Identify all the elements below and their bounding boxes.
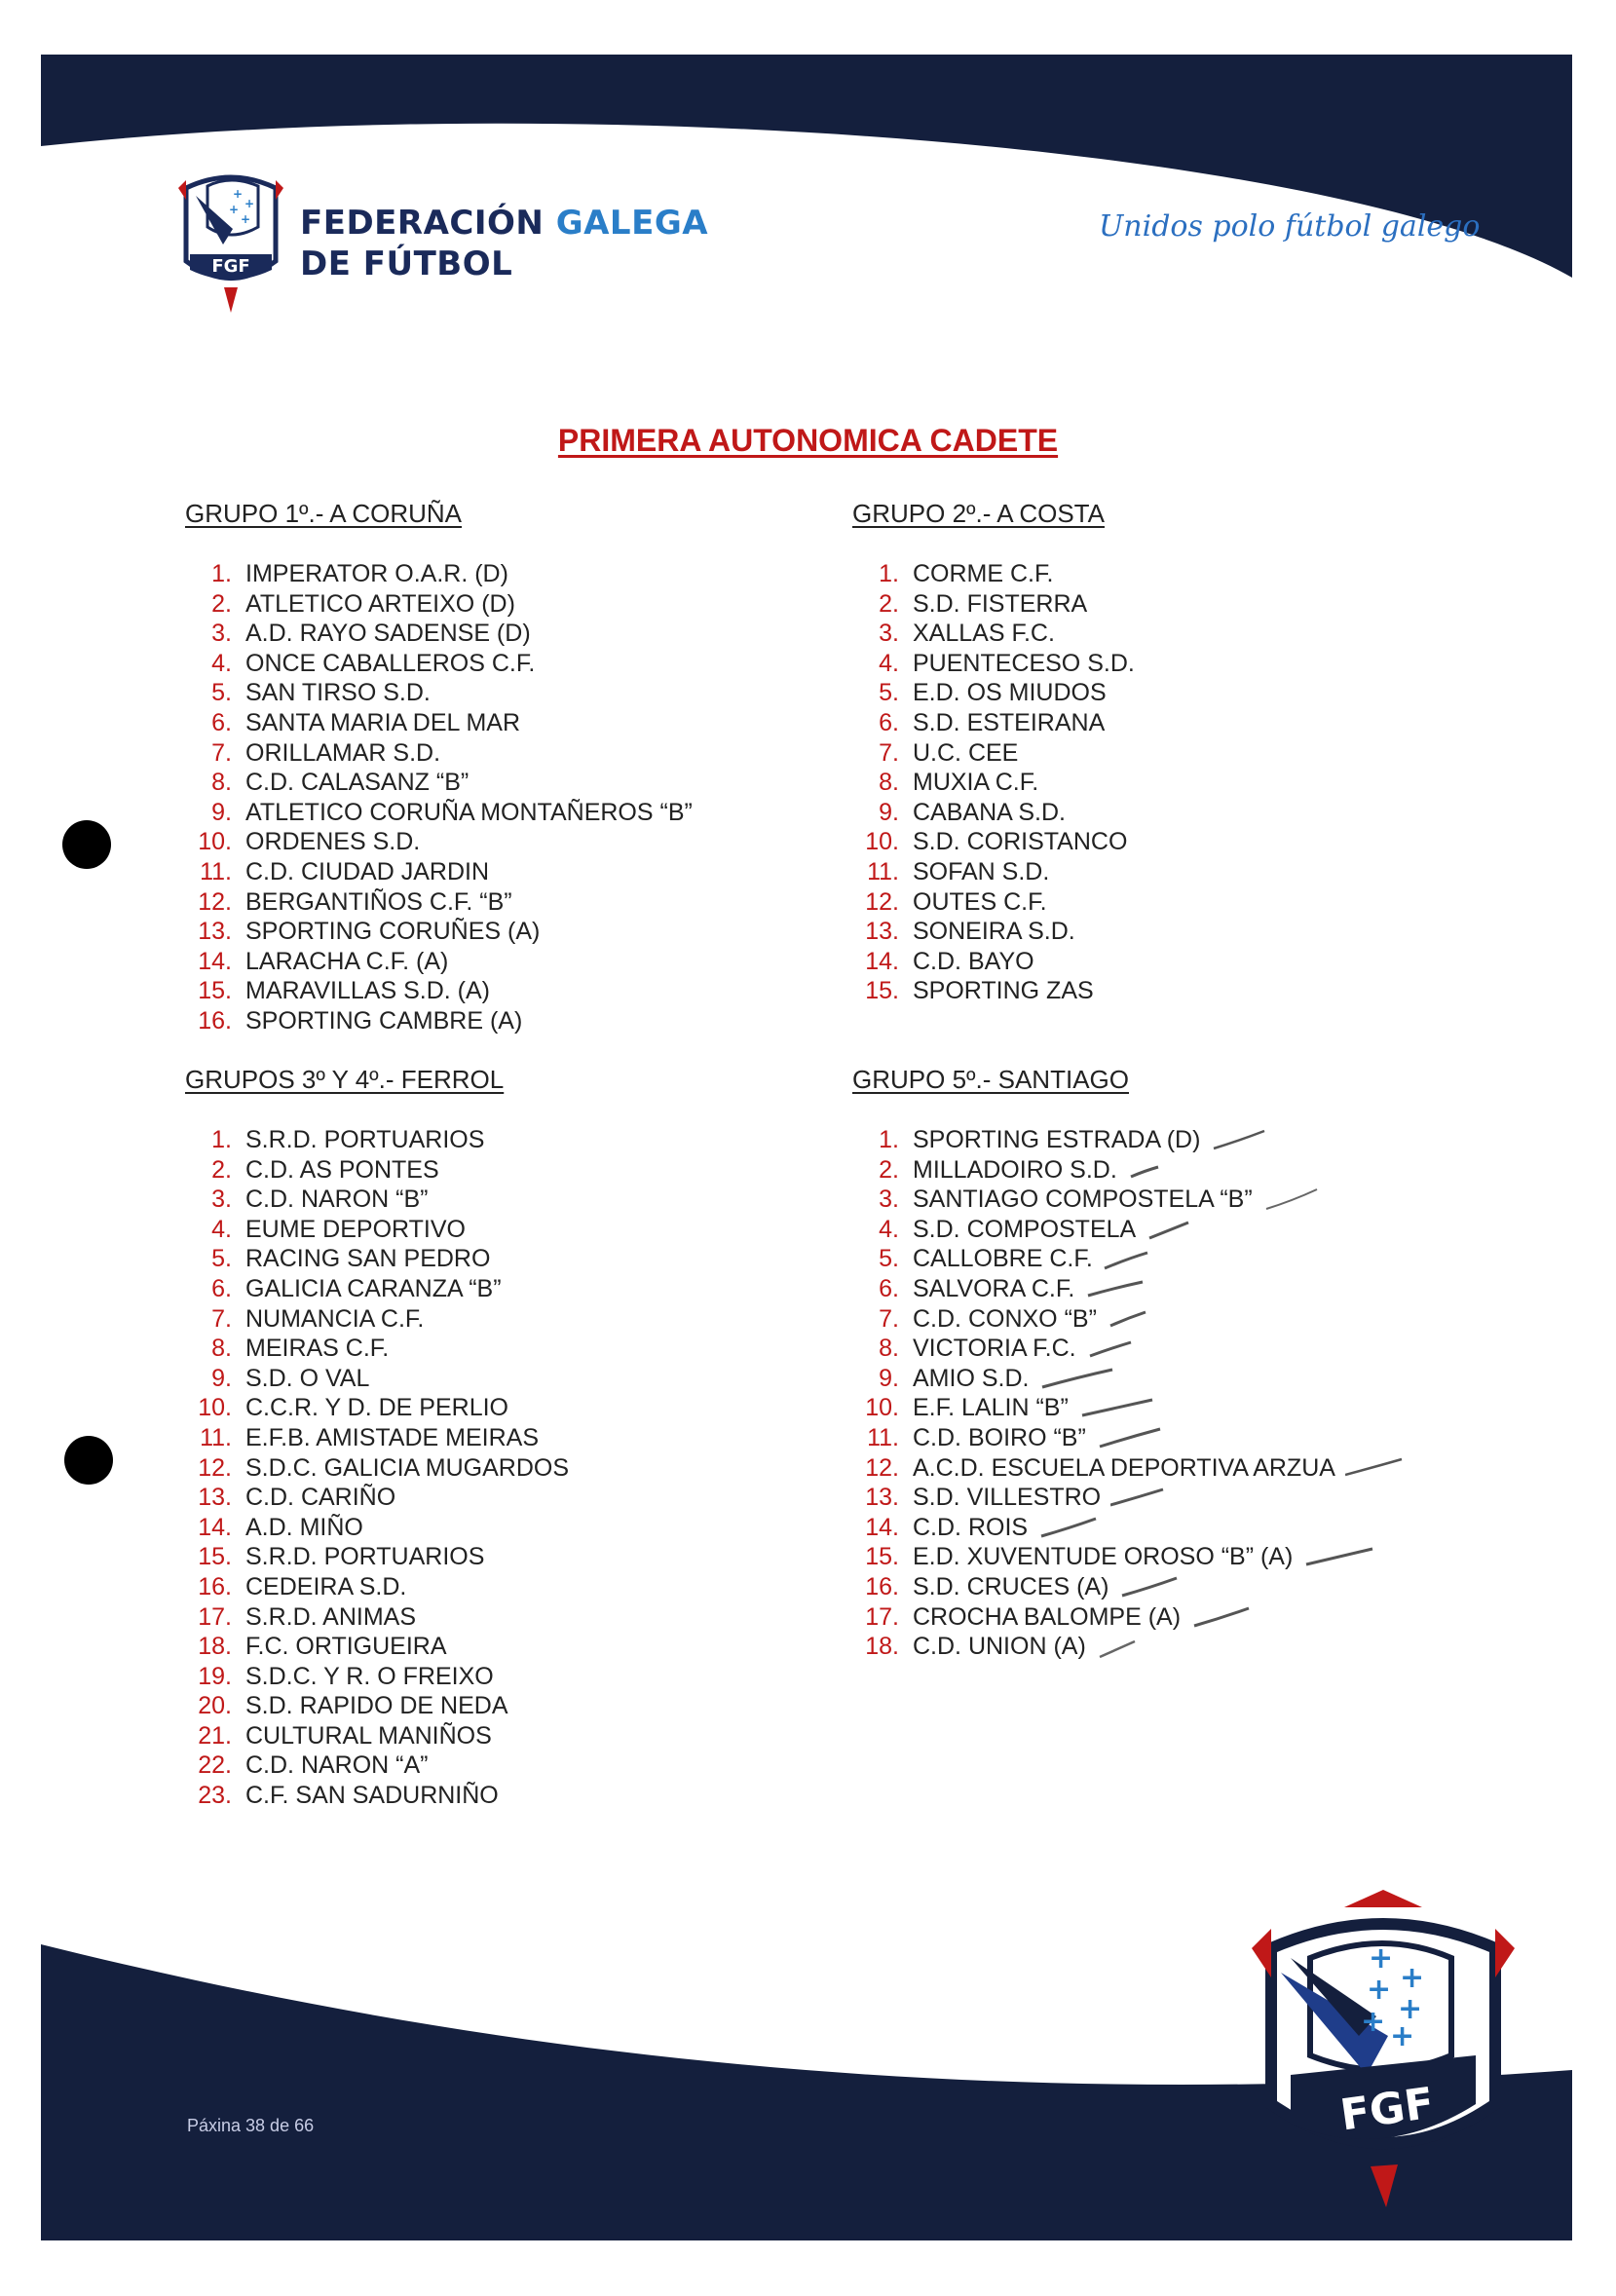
list-item: 13. C.D. CARIÑO [198, 1484, 396, 1512]
pen-check-icon [1078, 1398, 1156, 1421]
group-1-list [187, 559, 693, 1036]
list-item: 16. SPORTING CAMBRE (A) [198, 1006, 523, 1035]
list-item: 22. C.D. NARON “A” [198, 1751, 429, 1780]
list-item: 14. A.D. MIÑO [198, 1513, 363, 1541]
list-item: 9. CABANA S.D. [879, 798, 1066, 826]
svg-text:+: + [1367, 1973, 1392, 2007]
group-3-4-title: GRUPOS 3º Y 4º.- FERROL [185, 1065, 505, 1094]
list-item: 15. MARAVILLAS S.D. (A) [198, 977, 490, 1005]
list-item: 7. U.C. CEE [879, 738, 1019, 767]
list-item: 5. E.D. OS MIUDOS [879, 679, 1107, 707]
list-item: 11. E.F.B. AMISTADE MEIRAS [200, 1423, 539, 1451]
logo-text-large: FGF [1336, 2078, 1438, 2141]
list-item: 1. SPORTING ESTRADA (D) [854, 1125, 1404, 1155]
list-item: 15. S.R.D. PORTUARIOS [198, 1543, 485, 1571]
list-item: 4. PUENTECESO S.D. [879, 649, 1135, 677]
list-item: 11. C.D. CIUDAD JARDIN [200, 857, 490, 885]
brand-line1-b: GALEGA [555, 204, 709, 243]
list-item: 18. C.D. UNION (A) [854, 1632, 1404, 1662]
svg-text:+: + [229, 203, 240, 216]
list-item: 10. ORDENES S.D. [198, 828, 421, 856]
list-item: 19. S.D.C. Y R. O FREIXO [198, 1662, 494, 1690]
group-3-4-list [187, 1125, 569, 1811]
list-item: 6. GALICIA CARANZA “B” [211, 1274, 502, 1302]
list-item: 14. LARACHA C.F. (A) [198, 947, 449, 975]
pen-check-icon [1038, 1368, 1116, 1391]
list-item: 2. S.D. FISTERRA [879, 589, 1088, 618]
list-item: 3. C.D. NARON “B” [211, 1186, 429, 1214]
pen-check-icon [1086, 1338, 1135, 1362]
group-5-list [854, 1125, 1404, 1662]
punch-hole-top [62, 820, 111, 869]
list-item: 8. C.D. CALASANZ “B” [211, 769, 470, 797]
pen-check-icon [1103, 1249, 1151, 1272]
group-2-title: GRUPO 2º.- A COSTA [852, 499, 1105, 528]
list-item: 8. MUXIA C.F. [879, 769, 1039, 797]
pen-check-icon [1190, 1606, 1253, 1630]
pen-check-icon [1118, 1576, 1181, 1600]
list-item: 3. A.D. RAYO SADENSE (D) [211, 620, 531, 648]
pen-check-icon [1210, 1129, 1268, 1152]
group-1-title: GRUPO 1º.- A CORUÑA [185, 499, 462, 528]
brand-name [300, 203, 708, 284]
list-item: 6. S.D. ESTEIRANA [879, 708, 1106, 736]
list-item: 15. SPORTING ZAS [865, 977, 1094, 1005]
list-item: 12. OUTES C.F. [865, 887, 1047, 916]
list-item: 7. C.D. CONXO “B” [854, 1304, 1404, 1335]
list-item: 4. S.D. COMPOSTELA [854, 1215, 1404, 1245]
svg-text:+: + [244, 197, 255, 210]
list-item: 17. CROCHA BALOMPE (A) [854, 1602, 1404, 1633]
list-item: 6. SANTA MARIA DEL MAR [211, 708, 521, 736]
list-item: 4. ONCE CABALLEROS C.F. [211, 649, 536, 677]
list-item: 3. SANTIAGO COMPOSTELA “B” [854, 1185, 1404, 1215]
brand-line2: DE FÚTBOL [300, 245, 513, 283]
list-item: 4. EUME DEPORTIVO [211, 1215, 466, 1243]
list-item: 18. F.C. ORTIGUEIRA [198, 1633, 447, 1661]
list-item: 8. MEIRAS C.F. [211, 1335, 390, 1363]
list-item: 11. SOFAN S.D. [867, 857, 1050, 885]
list-item: 12. A.C.D. ESCUELA DEPORTIVA ARZUA [854, 1453, 1404, 1484]
pen-check-icon [1127, 1161, 1162, 1181]
list-item: 7. NUMANCIA C.F. [211, 1304, 425, 1333]
list-item: 5. SAN TIRSO S.D. [211, 679, 431, 707]
list-item: 5. CALLOBRE C.F. [854, 1244, 1404, 1274]
group-5-title: GRUPO 5º.- SANTIAGO [852, 1065, 1129, 1094]
list-item: 13. SONEIRA S.D. [865, 918, 1075, 946]
list-item: 1. CORME C.F. [879, 560, 1054, 587]
list-item: 23. C.F. SAN SADURNIÑO [198, 1782, 499, 1810]
pen-check-icon [1345, 1457, 1404, 1481]
svg-text:+: + [1361, 2005, 1386, 2039]
svg-text:+: + [241, 212, 251, 226]
list-item: 1. S.R.D. PORTUARIOS [211, 1126, 485, 1153]
list-item: 7. ORILLAMAR S.D. [211, 738, 441, 767]
list-item: 2. MILLADOIRO S.D. [854, 1155, 1404, 1186]
list-item: 13. S.D. VILLESTRO [854, 1483, 1404, 1513]
pen-check-icon [1084, 1278, 1146, 1301]
svg-text:+: + [233, 187, 244, 201]
list-item: 10. C.C.R. Y D. DE PERLIO [198, 1394, 508, 1422]
slogan: Unidos polo fútbol galego [1099, 209, 1481, 244]
svg-text:+: + [1390, 2019, 1415, 2053]
svg-text:+: + [1398, 1992, 1423, 2026]
list-item: 16. S.D. CRUCES (A) [854, 1572, 1404, 1602]
brand-line1-a: FEDERACIÓN [300, 204, 556, 243]
fgf-shield-large-icon [1252, 1890, 1515, 2211]
fgf-shield-icon [178, 169, 283, 315]
list-item: 10. S.D. CORISTANCO [865, 828, 1128, 856]
list-item: 21. CULTURAL MANIÑOS [198, 1721, 492, 1750]
list-item: 10. E.F. LALIN “B” [854, 1393, 1404, 1423]
pen-check-icon [1110, 1487, 1165, 1511]
pen-check-icon [1262, 1187, 1321, 1215]
list-item: 14. C.D. ROIS [854, 1513, 1404, 1543]
pen-check-icon [1107, 1308, 1149, 1332]
list-item: 8. VICTORIA F.C. [854, 1334, 1404, 1364]
page-title: PRIMERA AUTONOMICA CADETE [557, 423, 1059, 458]
punch-hole-bottom [64, 1436, 113, 1485]
list-item: 16. CEDEIRA S.D. [198, 1572, 407, 1600]
pen-check-icon [1096, 1634, 1139, 1661]
list-item: 14. C.D. BAYO [865, 947, 1034, 975]
list-item: 13. SPORTING CORUÑES (A) [198, 918, 541, 946]
list-item: 9. ATLETICO CORUÑA MONTAÑEROS “B” [211, 798, 693, 826]
list-item: 6. SALVORA C.F. [854, 1274, 1404, 1304]
pen-check-icon [1302, 1547, 1376, 1570]
list-item: 5. RACING SAN PEDRO [211, 1245, 491, 1273]
list-item: 17. S.R.D. ANIMAS [198, 1602, 417, 1631]
list-item: 9. AMIO S.D. [854, 1364, 1404, 1394]
pen-check-icon [1146, 1219, 1192, 1242]
list-item: 12. S.D.C. GALICIA MUGARDOS [198, 1453, 570, 1482]
list-item: 11. C.D. BOIRO “B” [854, 1423, 1404, 1453]
group-2-list [854, 559, 1135, 1006]
logo-text: FGF [211, 256, 250, 277]
list-item: 20. S.D. RAPIDO DE NEDA [198, 1692, 508, 1720]
list-item: 9. S.D. O VAL [211, 1364, 370, 1392]
svg-text:+: + [1400, 1961, 1425, 1995]
list-item: 15. E.D. XUVENTUDE OROSO “B” (A) [854, 1542, 1404, 1572]
list-item: 2. ATLETICO ARTEIXO (D) [211, 589, 515, 618]
page-number: Páxina 38 de 66 [187, 2116, 315, 2135]
list-item: 3. XALLAS F.C. [879, 620, 1055, 648]
list-item: 2. C.D. AS PONTES [211, 1155, 439, 1184]
list-item: 1. IMPERATOR O.A.R. (D) [211, 560, 508, 587]
svg-text:+: + [1369, 1941, 1394, 1976]
list-item: 12. BERGANTIÑOS C.F. “B” [198, 887, 512, 916]
pen-check-icon [1096, 1427, 1164, 1450]
pen-check-icon [1037, 1517, 1100, 1540]
